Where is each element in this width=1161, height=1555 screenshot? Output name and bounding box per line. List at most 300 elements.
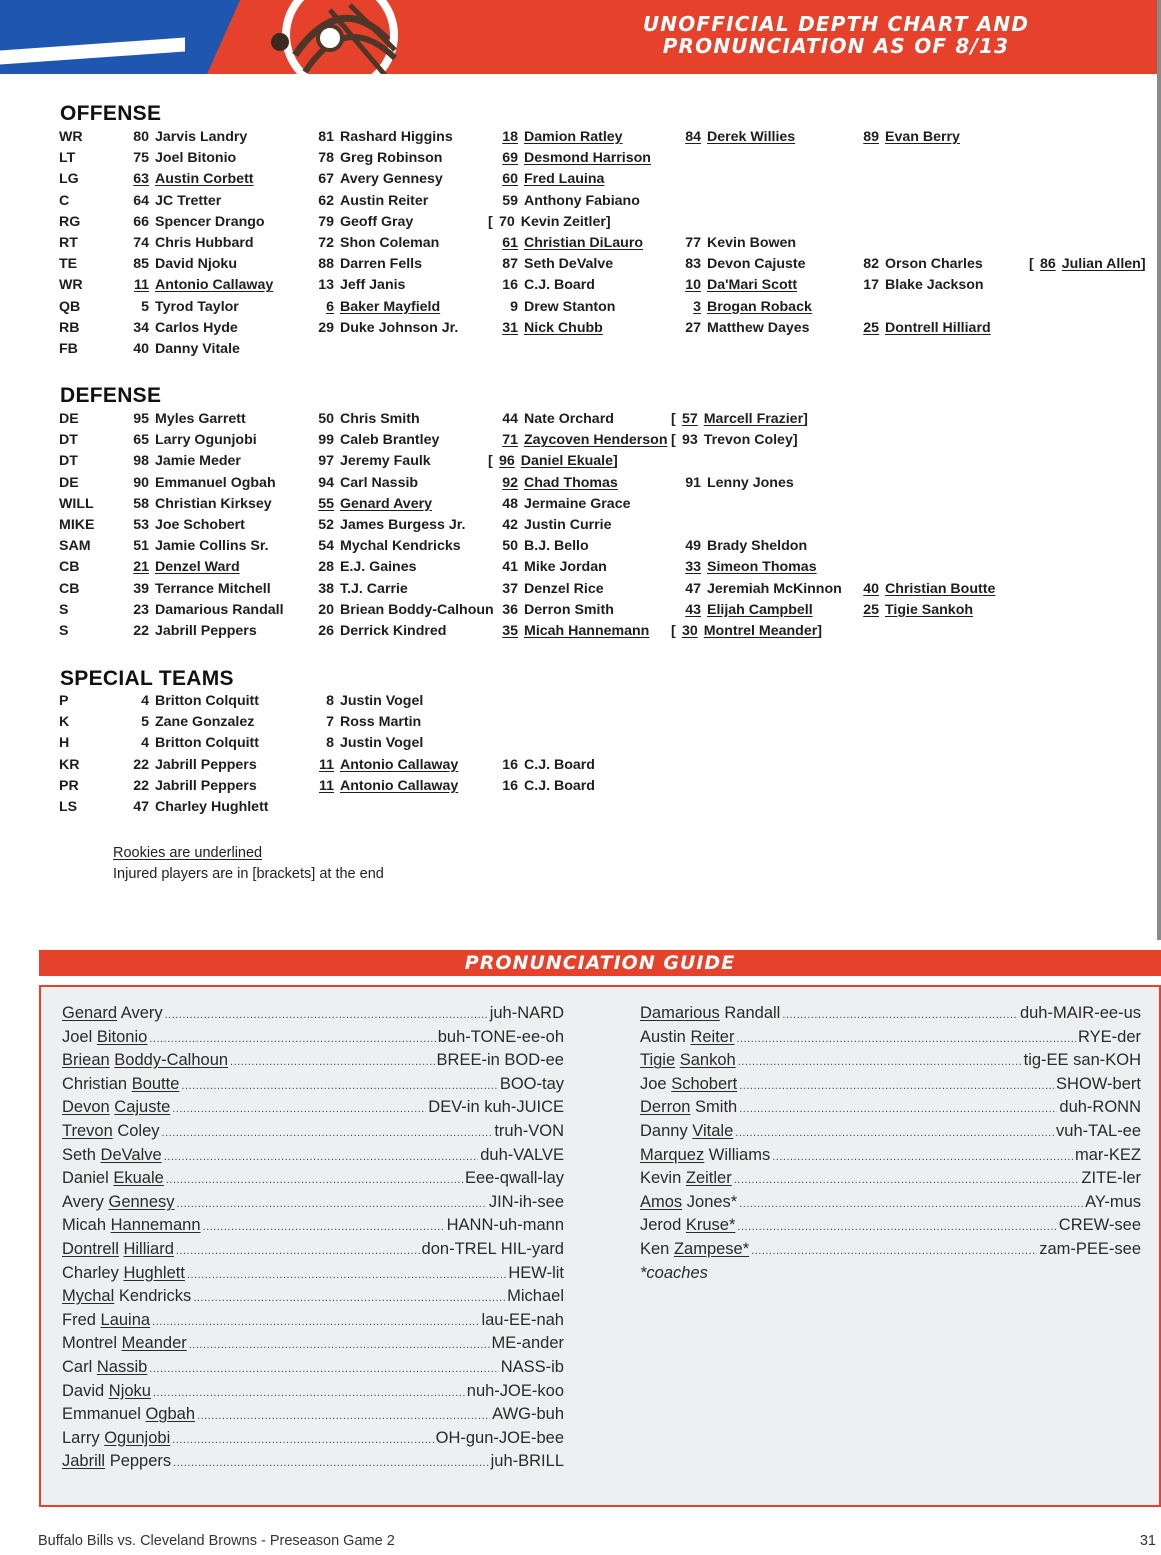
pronunciation: OH-gun-JOE-bee xyxy=(435,1428,564,1447)
jersey-number: 90 xyxy=(133,474,149,491)
player-name: Denzel Rice xyxy=(524,580,604,597)
page-number: 31 xyxy=(1139,1533,1156,1549)
last-name: Sankoh xyxy=(679,1051,736,1070)
pronunciation-entry xyxy=(640,1122,1141,1146)
jersey-number: 11 xyxy=(134,277,149,294)
first-name: Briean xyxy=(62,1051,110,1070)
player-name: Geoff Gray xyxy=(340,213,414,230)
player-entry xyxy=(127,299,239,315)
player-entry xyxy=(679,602,813,618)
pronunciation-entry xyxy=(640,1146,1141,1170)
jersey-number: 82 xyxy=(863,256,879,273)
jersey-number: 79 xyxy=(318,213,334,230)
jersey-number: 41 xyxy=(502,559,518,576)
player-full-name xyxy=(62,1429,170,1448)
position-label: WR xyxy=(59,277,83,294)
player-entry xyxy=(496,150,651,166)
pronunciation: duh-VALVE xyxy=(480,1145,564,1164)
player-name: Austin Corbett xyxy=(155,171,254,188)
last-name: Hannemann xyxy=(110,1216,201,1235)
player-name: Christian Kirksey xyxy=(155,495,272,512)
player-entry xyxy=(312,214,413,230)
player-entry xyxy=(127,171,254,187)
player-name: Damarious Randall xyxy=(155,601,284,618)
jersey-number: 91 xyxy=(685,474,701,491)
pronunciation-entry xyxy=(62,1028,564,1052)
jersey-number: 22 xyxy=(133,777,149,794)
pronunciation: HANN-uh-mann xyxy=(446,1216,564,1235)
first-name: Montrel xyxy=(62,1334,118,1353)
jersey-number: 39 xyxy=(133,580,149,597)
pronunciation: mar-KEZ xyxy=(1075,1145,1141,1164)
player-entry xyxy=(127,129,247,145)
position-label: SAM xyxy=(59,538,91,555)
player-name: Evan Berry xyxy=(885,129,960,145)
player-name: Charley Hughlett xyxy=(155,798,269,815)
player-entry xyxy=(312,559,417,575)
dot-leader xyxy=(152,1316,479,1328)
player-entry xyxy=(312,453,431,469)
jersey-number: 51 xyxy=(133,538,149,555)
jersey-number: 69 xyxy=(502,150,518,167)
player-name: Baker Mayfield xyxy=(340,298,441,315)
dot-leader xyxy=(230,1056,434,1068)
jersey-number: 40 xyxy=(133,340,149,357)
player-name: Justin Vogel xyxy=(340,735,424,752)
player-entry xyxy=(312,475,418,491)
footer-game-title: Buffalo Bills vs. Cleveland Browns - Preseason Game 2 xyxy=(38,1533,395,1549)
player-entry xyxy=(127,538,269,554)
pronunciation: Michael xyxy=(507,1287,564,1306)
position-label: TE xyxy=(59,256,78,273)
player-entry xyxy=(496,581,604,597)
jersey-number: 16 xyxy=(502,277,518,294)
player-entry xyxy=(679,559,817,575)
defense-heading: DEFENSE xyxy=(60,384,162,407)
pronunciation-entry xyxy=(62,1193,564,1217)
player-full-name xyxy=(640,1146,770,1165)
player-entry xyxy=(127,475,276,491)
position-label: DT xyxy=(59,453,78,470)
player-full-name xyxy=(62,1358,147,1377)
player-full-name xyxy=(62,1287,191,1306)
jersey-number: 40 xyxy=(863,580,879,597)
pronunciation: juh-NARD xyxy=(489,1004,564,1022)
player-entry xyxy=(496,559,607,575)
player-entry: [ 57 Marcell Frazier] xyxy=(671,411,808,427)
jersey-number: 87 xyxy=(502,256,518,273)
player-entry: [ 96 Daniel Ekuale] xyxy=(488,453,618,470)
jersey-number: 8 xyxy=(326,735,334,752)
jersey-number: 6 xyxy=(326,298,334,315)
player-entry xyxy=(496,171,604,187)
pronunciation-entry xyxy=(62,1287,564,1311)
last-name: Avery xyxy=(120,1004,163,1022)
player-full-name xyxy=(62,1264,185,1283)
position-label: S xyxy=(59,622,69,639)
player-name: Justin Currie xyxy=(524,516,612,533)
jersey-number: 5 xyxy=(141,714,149,731)
jersey-number: 43 xyxy=(685,601,701,618)
first-name: Larry xyxy=(62,1428,100,1447)
player-entry xyxy=(496,129,623,145)
pronunciation-column-left xyxy=(62,1004,564,1476)
dot-leader xyxy=(197,1410,490,1422)
last-name: DeValve xyxy=(100,1145,162,1164)
first-name: Ken xyxy=(640,1239,670,1258)
player-name: Jeremiah McKinnon xyxy=(707,580,842,597)
player-full-name xyxy=(62,1028,147,1047)
position-label: DT xyxy=(59,432,78,449)
dot-leader xyxy=(177,1198,487,1210)
player-name: Simeon Thomas xyxy=(707,559,817,576)
player-name: Jabrill Peppers xyxy=(155,777,257,794)
player-entry xyxy=(496,411,614,427)
player-entry xyxy=(496,602,614,618)
player-entry xyxy=(127,517,245,533)
dot-leader xyxy=(166,1174,463,1186)
pronunciation: ME-ander xyxy=(491,1334,564,1353)
dot-leader xyxy=(149,1363,498,1375)
jersey-number: 70 xyxy=(498,213,515,230)
player-full-name xyxy=(62,1098,170,1117)
dot-leader xyxy=(187,1269,506,1281)
player-name: Carlos Hyde xyxy=(155,319,238,336)
player-entry xyxy=(312,602,494,618)
player-entry xyxy=(679,235,796,251)
page-title xyxy=(601,13,1071,57)
jersey-number: 29 xyxy=(318,319,334,336)
player-entry xyxy=(496,778,595,794)
player-entry xyxy=(127,778,257,794)
player-name: Kevin Bowen xyxy=(707,234,797,251)
jersey-number: 50 xyxy=(502,538,518,555)
player-full-name xyxy=(640,1004,780,1023)
player-name: Chris Smith xyxy=(340,411,420,427)
player-entry xyxy=(127,341,240,357)
special-teams-heading: SPECIAL TEAMS xyxy=(60,667,234,690)
dot-leader xyxy=(176,1245,420,1257)
last-name: Kendricks xyxy=(118,1287,192,1306)
player-name: Trevon Coley xyxy=(703,432,793,449)
player-name: C.J. Board xyxy=(524,777,595,794)
jersey-number: 63 xyxy=(133,171,149,188)
coaches-note: *coaches xyxy=(640,1263,708,1282)
dot-leader xyxy=(165,1009,488,1021)
jersey-number: 99 xyxy=(318,432,334,449)
jersey-number: 4 xyxy=(141,735,149,752)
player-entry xyxy=(127,693,259,709)
player-name: Nate Orchard xyxy=(524,411,614,427)
last-name: Bitonio xyxy=(96,1027,148,1046)
jersey-number: 50 xyxy=(318,411,334,427)
jersey-number: 61 xyxy=(502,234,518,251)
jersey-number: 44 xyxy=(502,411,518,427)
first-name: David xyxy=(62,1381,105,1400)
pronunciation-entry xyxy=(640,1051,1141,1075)
last-name: Boddy-Calhoun xyxy=(114,1051,229,1070)
player-name: Avery Gennesy xyxy=(340,171,443,188)
last-name: Jones* xyxy=(686,1192,738,1211)
pronunciation-entry xyxy=(640,1193,1141,1217)
jersey-number: 67 xyxy=(318,171,334,188)
player-entry xyxy=(679,581,842,597)
jersey-number: 57 xyxy=(681,411,698,427)
player-full-name xyxy=(640,1075,737,1094)
pronunciation-entry xyxy=(62,1264,564,1288)
player-entry xyxy=(679,475,794,491)
player-name: James Burgess Jr. xyxy=(340,516,466,533)
dot-leader xyxy=(189,1339,490,1351)
pronunciation: NASS-ib xyxy=(500,1357,564,1376)
player-name: Devon Cajuste xyxy=(707,256,806,273)
first-name: Fred xyxy=(62,1310,96,1329)
player-name: Jeff Janis xyxy=(340,277,406,294)
player-name: Dontrell Hilliard xyxy=(885,319,991,336)
player-full-name xyxy=(62,1334,187,1353)
player-name: Derek Willies xyxy=(707,129,796,145)
player-name: Antonio Callaway xyxy=(340,756,459,773)
position-label: RB xyxy=(59,319,80,336)
jersey-number: 54 xyxy=(318,538,334,555)
player-full-name xyxy=(62,1382,151,1401)
player-entry xyxy=(127,757,257,773)
player-entry xyxy=(496,299,615,315)
jersey-number: 37 xyxy=(502,580,518,597)
dot-leader xyxy=(172,1434,433,1446)
last-name: Ogunjobi xyxy=(104,1428,171,1447)
player-name: Tyrod Taylor xyxy=(155,298,239,315)
player-full-name xyxy=(62,1216,201,1235)
first-name: Charley xyxy=(62,1263,119,1282)
player-full-name xyxy=(640,1051,736,1070)
dot-leader xyxy=(149,1033,435,1045)
rookies-note: Rookies are underlined xyxy=(113,845,263,861)
player-entry xyxy=(312,235,439,251)
dot-leader xyxy=(162,1127,493,1139)
player-entry xyxy=(857,256,983,272)
first-name: Jerod xyxy=(640,1216,682,1235)
player-full-name xyxy=(62,1122,160,1141)
jersey-number: 85 xyxy=(133,256,149,273)
player-name: Derron Smith xyxy=(524,601,614,618)
first-name: Danny xyxy=(640,1121,688,1140)
player-entry xyxy=(312,256,422,272)
last-name: Hughlett xyxy=(123,1263,185,1282)
player-entry xyxy=(127,623,257,639)
jersey-number: 26 xyxy=(318,622,334,639)
player-entry: [ 30 Montrel Meander] xyxy=(671,622,822,639)
player-name: Chad Thomas xyxy=(524,474,618,491)
pronunciation: buh-TONE-ee-oh xyxy=(437,1027,564,1046)
player-entry xyxy=(312,693,423,709)
player-entry xyxy=(679,277,797,293)
player-entry xyxy=(312,432,439,448)
jersey-number: 7 xyxy=(326,714,334,731)
page-title-line1: UNOFFICIAL DEPTH CHART AND xyxy=(642,12,1030,36)
player-name: Orson Charles xyxy=(885,256,983,273)
player-name: Christian Boutte xyxy=(885,580,996,597)
page-title-line2: PRONUNCIATION AS OF 8/13 xyxy=(662,34,1010,58)
pronunciation-entry xyxy=(62,1452,564,1476)
last-name: Reiter xyxy=(690,1027,735,1046)
position-label: QB xyxy=(59,298,81,315)
player-entry xyxy=(127,214,265,230)
jersey-number: 47 xyxy=(685,580,701,597)
player-name: Zane Gonzalez xyxy=(155,714,255,731)
dot-leader xyxy=(739,1103,1057,1115)
player-entry xyxy=(127,581,271,597)
last-name: Cajuste xyxy=(114,1098,171,1117)
player-full-name xyxy=(62,1146,162,1165)
pronunciation-entry xyxy=(640,1216,1141,1240)
player-entry xyxy=(312,581,408,597)
player-name: Greg Robinson xyxy=(340,150,443,167)
player-entry xyxy=(127,559,240,575)
player-name: Antonio Callaway xyxy=(155,277,274,294)
pronunciation-entry xyxy=(62,1051,564,1075)
player-entry xyxy=(127,411,246,427)
dot-leader xyxy=(153,1387,465,1399)
browns-helmet-icon xyxy=(270,0,410,74)
player-entry xyxy=(127,432,257,448)
player-entry xyxy=(496,538,589,554)
jersey-number: 16 xyxy=(502,777,518,794)
player-entry xyxy=(496,517,612,533)
last-name: Kruse* xyxy=(685,1216,736,1235)
position-label: C xyxy=(59,192,70,209)
jersey-number: 42 xyxy=(502,516,518,533)
player-name: Montrel Meander xyxy=(703,622,818,639)
page-edge-rule xyxy=(1157,0,1161,940)
pronunciation: duh-RONN xyxy=(1059,1098,1141,1117)
player-name: Shon Coleman xyxy=(340,234,440,251)
jersey-number: 60 xyxy=(502,171,518,188)
pronunciation: AY-mus xyxy=(1085,1192,1141,1211)
dot-leader xyxy=(772,1151,1073,1163)
player-full-name xyxy=(62,1311,150,1330)
player-name: Jarvis Landry xyxy=(155,129,248,145)
position-label: RG xyxy=(59,213,81,230)
player-name: Jabrill Peppers xyxy=(155,756,257,773)
pronunciation-entry xyxy=(62,1405,564,1429)
jersey-number: 30 xyxy=(681,622,698,639)
first-name: Avery xyxy=(62,1192,104,1211)
jersey-number: 34 xyxy=(133,319,149,336)
first-name: Amos xyxy=(640,1192,683,1211)
player-entry xyxy=(679,256,806,272)
dot-leader xyxy=(782,1009,1018,1021)
jersey-number: 89 xyxy=(863,129,879,145)
player-full-name xyxy=(640,1122,733,1141)
jersey-number: 33 xyxy=(685,559,701,576)
player-name: Rashard Higgins xyxy=(340,129,453,145)
player-name: Chris Hubbard xyxy=(155,234,254,251)
player-entry xyxy=(127,235,254,251)
jersey-number: 4 xyxy=(141,693,149,709)
jersey-number: 16 xyxy=(502,756,518,773)
pronunciation-entry xyxy=(640,1240,1141,1264)
last-name: Peppers xyxy=(109,1452,172,1471)
player-entry xyxy=(857,581,995,597)
position-label: H xyxy=(59,735,70,752)
position-label: LS xyxy=(59,798,78,815)
player-entry xyxy=(312,517,465,533)
player-entry xyxy=(127,496,272,512)
last-name: Zampese* xyxy=(673,1239,750,1258)
player-entry xyxy=(496,757,595,773)
player-entry xyxy=(312,193,428,209)
player-name: Denzel Ward xyxy=(155,559,240,576)
last-name: Williams xyxy=(708,1145,771,1164)
legend-notes xyxy=(113,843,384,885)
first-name: Seth xyxy=(62,1145,96,1164)
first-name: Genard xyxy=(62,1004,118,1022)
jersey-number: 35 xyxy=(502,622,518,639)
dot-leader xyxy=(734,1174,1080,1186)
jersey-number: 20 xyxy=(318,601,334,618)
player-entry: [ 93 Trevon Coley] xyxy=(671,432,798,449)
jersey-number: 11 xyxy=(319,756,334,773)
jersey-number: 28 xyxy=(318,559,334,576)
player-name: Terrance Mitchell xyxy=(155,580,271,597)
last-name: Randall xyxy=(724,1004,781,1022)
player-entry xyxy=(496,235,643,251)
dot-leader xyxy=(193,1292,505,1304)
dot-leader xyxy=(751,1245,1037,1257)
player-name: Ross Martin xyxy=(340,714,422,731)
player-name: Myles Garrett xyxy=(155,411,246,427)
pronunciation-entry xyxy=(62,1334,564,1358)
player-name: Kevin Zeitler xyxy=(520,213,606,230)
player-name: Anthony Fabiano xyxy=(524,192,640,209)
player-name: E.J. Gaines xyxy=(340,559,417,576)
jersey-number: 25 xyxy=(863,601,879,618)
first-name: Daniel xyxy=(62,1169,109,1188)
pronunciation-guide-heading: PRONUNCIATION GUIDE xyxy=(39,950,1161,976)
last-name: Coley xyxy=(117,1121,160,1140)
jersey-number: 71 xyxy=(502,432,518,449)
player-entry xyxy=(127,799,269,815)
dot-leader xyxy=(737,1221,1056,1233)
first-name: Micah xyxy=(62,1216,107,1235)
player-name: Marcell Frazier xyxy=(703,411,804,427)
last-name: Ogbah xyxy=(145,1405,196,1424)
player-entry xyxy=(127,735,259,751)
player-name: Genard Avery xyxy=(340,495,432,512)
last-name: Boutte xyxy=(131,1074,180,1093)
jersey-number: 98 xyxy=(133,453,149,470)
player-name: Micah Hannemann xyxy=(524,622,650,639)
player-entry xyxy=(312,129,453,145)
player-name: B.J. Bello xyxy=(524,538,589,555)
player-name: Zaycoven Henderson xyxy=(524,432,668,449)
first-name: Austin xyxy=(640,1027,686,1046)
jersey-number: 48 xyxy=(502,495,518,512)
offense-heading: OFFENSE xyxy=(60,102,162,125)
pronunciation-column-right xyxy=(640,1004,1141,1287)
jersey-number: 53 xyxy=(133,516,149,533)
jersey-number: 5 xyxy=(141,298,149,315)
player-entry xyxy=(127,256,237,272)
player-entry xyxy=(857,320,991,336)
player-name: Seth DeValve xyxy=(524,256,614,273)
pronunciation: CREW-see xyxy=(1058,1216,1141,1235)
jersey-number: 92 xyxy=(502,474,518,491)
player-entry xyxy=(312,778,458,794)
player-name: Jermaine Grace xyxy=(524,495,631,512)
player-name: Blake Jackson xyxy=(885,277,984,294)
